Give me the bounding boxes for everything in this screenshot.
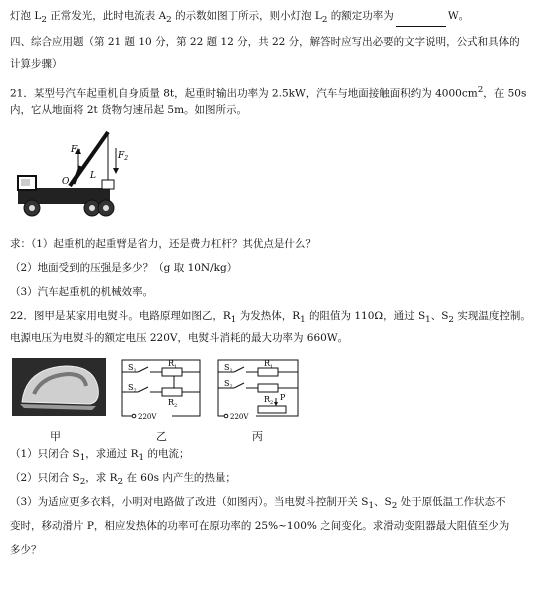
s1-label: $S_1$: [128, 363, 137, 374]
text: 灯泡 L: [10, 10, 42, 22]
q22-part2: [10, 472, 236, 489]
rheostat: [258, 406, 286, 413]
q21-part1: [10, 238, 316, 251]
s2-label: $S_2$: [224, 379, 233, 390]
q22-part3-cont: [10, 520, 509, 533]
text: 四、综合应用题（第 21 题 10 分，第 22 题 12 分，共 22 分，解答时应写出必要的文字说明，公式和具体的: [10, 36, 520, 48]
text: 的电流；: [144, 448, 190, 460]
text: 正常发光，此时电流表 A: [46, 10, 167, 22]
o-label: O: [62, 177, 70, 187]
text: （2）只闭合 S: [10, 472, 80, 484]
l-label: L: [90, 171, 96, 181]
caption-jia: 甲: [50, 430, 61, 443]
text: 、S: [430, 310, 449, 322]
text: W。: [447, 10, 470, 22]
answer-blank[interactable]: [396, 16, 446, 27]
q21-stem-cont: [10, 104, 247, 117]
sub: 2: [41, 15, 47, 26]
crane-figure: [14, 126, 134, 226]
section-heading-cont: [10, 58, 63, 71]
sub: 1: [368, 501, 375, 512]
text: 实现温度控制。: [454, 310, 531, 322]
text: 的示数如图丁所示，则小灯泡 L: [171, 10, 322, 22]
text: 多少？: [10, 544, 42, 556]
caption-yi: 乙: [156, 430, 167, 443]
sub: 2: [321, 15, 328, 26]
q21-part3: [10, 286, 153, 299]
text: ，在 50s: [483, 87, 527, 100]
iron-image: [12, 358, 106, 416]
sub: 2: [391, 501, 398, 512]
s2-label: $S_2$: [128, 383, 137, 394]
slider-head: [274, 402, 278, 406]
text: （1）只闭合 S: [10, 448, 80, 460]
r2-label: $R_2$: [264, 395, 274, 406]
f2-label: $F_2$: [118, 151, 129, 162]
resistor-r2: [162, 388, 182, 396]
q21-stem: [10, 84, 526, 101]
text: 变时，移动滑片 P，相应发热体的功率可在原功率的 25%~100% 之间变化。求滑动变阻器最大阻值至少为: [10, 520, 510, 532]
circuit-bing: [214, 358, 304, 420]
text: 电源电压为电熨斗的额定电压 220V，电熨斗消耗的最大功率为 660W。: [10, 332, 349, 344]
sub: 2: [79, 477, 86, 488]
terminal: [224, 414, 228, 418]
q22-part3: [10, 496, 506, 513]
hub: [89, 205, 95, 211]
switch-s1: [138, 367, 148, 372]
q22-stem: [10, 310, 531, 327]
cab-window: [21, 179, 30, 186]
q21-part2: [10, 262, 237, 275]
terminal: [132, 414, 136, 418]
circuit-yi: [118, 358, 204, 420]
sup: 2: [477, 85, 484, 95]
switch-s2: [138, 387, 148, 392]
section-heading: [10, 36, 520, 49]
text: ，求通过 R: [85, 448, 139, 460]
r1-label: $R_1$: [168, 359, 178, 370]
text: 21．某型号汽车起重机自身质量 8t，起重时输出功率为 2.5kW，汽车与地面接触面积约为 4000cm: [10, 87, 478, 100]
sub: 1: [300, 315, 306, 326]
sub: 1: [230, 315, 237, 326]
text: 内，它从地面将 2t 货物匀速吊起 5m。如图所示。: [10, 104, 248, 116]
sub: 2: [448, 315, 454, 326]
r2-label: $R_2$: [168, 398, 178, 409]
hub: [103, 205, 109, 211]
caption-bing: 丙: [252, 430, 263, 443]
sub: 1: [79, 453, 86, 464]
text: 的额定功率为: [327, 10, 394, 22]
f1-label: $F_1$: [71, 145, 82, 156]
text: 的阻值为 110Ω，通过 S: [305, 310, 426, 322]
resistor-r1: [162, 368, 182, 376]
sub: 1: [425, 315, 431, 326]
f2-head: [113, 168, 119, 174]
p-label: P: [280, 393, 286, 402]
q22-part1: [10, 448, 189, 465]
s1-label: $S_1$: [224, 363, 233, 374]
resistor-r2: [258, 384, 278, 392]
switch-s2: [234, 383, 244, 388]
load: [102, 180, 114, 189]
text: 22．图甲是某家用电熨斗。电路原理如图乙，R: [10, 310, 231, 322]
voltage-label: 220V: [138, 413, 157, 420]
text: （3）为适应更多衣料，小明对电路做了改进（如图丙）。当电熨斗控制开关 S: [10, 496, 369, 508]
sub: 2: [166, 15, 172, 26]
text: 求：（1）起重机的起重臂是省力，还是费力杠杆？其优点是什么？: [10, 238, 316, 250]
r1-label: $R_1$: [264, 359, 274, 370]
hub: [29, 205, 35, 211]
q22-part3-end: [10, 544, 42, 557]
text: 计算步骤）: [10, 58, 63, 70]
line-lamp-power: [10, 10, 469, 27]
text: 在 60s 内产生的热量；: [123, 472, 236, 484]
text: 处于原低温工作状态不: [397, 496, 506, 508]
switch-s1: [234, 367, 244, 372]
sub: 1: [138, 453, 145, 464]
sub: 2: [117, 477, 124, 488]
resistor-r1: [258, 368, 278, 376]
text: 为发热体，R: [236, 310, 301, 322]
text: 、S: [374, 496, 392, 508]
voltage-label: 220V: [230, 413, 249, 420]
q22-stem-cont: [10, 332, 348, 345]
text: （2）地面受到的压强是多少？（g 取 10N/kg）: [10, 262, 238, 274]
text: ，求 R: [85, 472, 118, 484]
text: （3）汽车起重机的机械效率。: [10, 286, 154, 298]
